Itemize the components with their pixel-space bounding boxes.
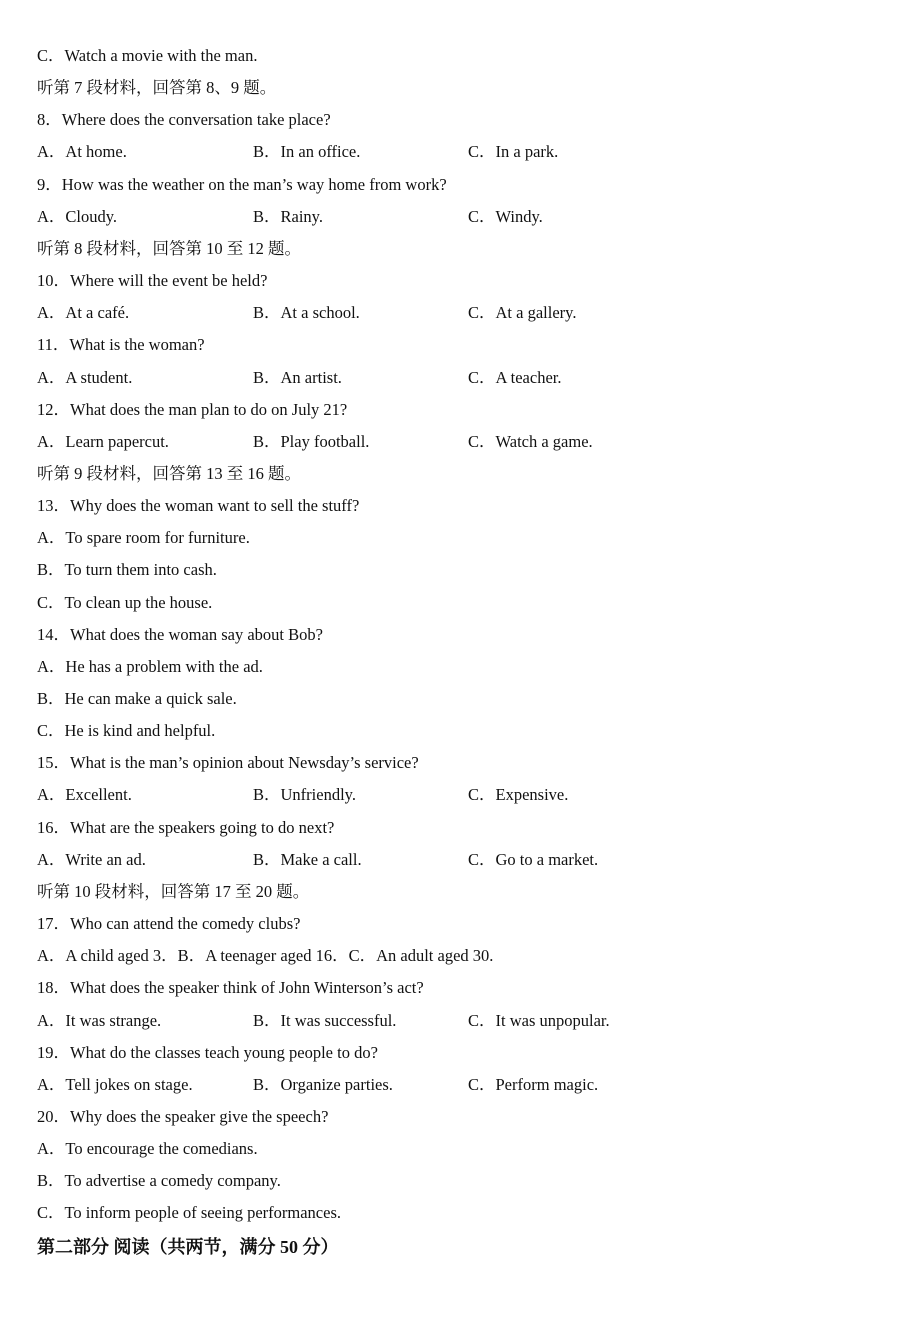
answer-option: A．A child aged 3．B．A teenager aged 16．C．An adult aged 30.: [37, 946, 494, 965]
question: 13．Why does the woman want to sell the stuff?: [37, 496, 360, 515]
answer-option: B．Rainy.: [253, 207, 323, 226]
answer-option: C．It was unpopular.: [468, 1011, 610, 1030]
answer-option: B．At a school.: [253, 303, 360, 322]
answer-option: B．It was successful.: [253, 1011, 397, 1030]
question: 14．What does the woman say about Bob?: [37, 625, 323, 644]
question: 15．What is the man’s opinion about Newsday’s service?: [37, 753, 419, 772]
answer-option: A．To spare room for furniture.: [37, 528, 250, 547]
question: 8．Where does the conversation take place?: [37, 110, 331, 129]
answer-option: C．Expensive.: [468, 785, 569, 804]
answer-option: C．Watch a game.: [468, 432, 593, 451]
answer-option: B．To advertise a comedy company.: [37, 1171, 281, 1190]
answer-option: A．A student.: [37, 368, 133, 387]
answer-option: A．Tell jokes on stage.: [37, 1075, 193, 1094]
answer-option: B．Make a call.: [253, 850, 362, 869]
answer-option: B．Unfriendly.: [253, 785, 356, 804]
question: 11．What is the woman?: [37, 335, 205, 354]
answer-option: C．To clean up the house.: [37, 593, 213, 612]
answer-option: A．He has a problem with the ad.: [37, 657, 263, 676]
question: 18．What does the speaker think of John Winterson’s act?: [37, 978, 424, 997]
section-heading: 第二部分 阅读（共两节，满分 50 分）: [37, 1237, 339, 1257]
answer-option: B．In an office.: [253, 142, 361, 161]
listening-instruction: 听第 10 段材料，回答第 17 至 20 题。: [37, 882, 310, 901]
answer-option: A．Cloudy.: [37, 207, 118, 226]
answer-option: B．An artist.: [253, 368, 342, 387]
answer-option: B．He can make a quick sale.: [37, 689, 237, 708]
answer-option: B．Organize parties.: [253, 1075, 393, 1094]
question: 9．How was the weather on the man’s way home from work?: [37, 175, 447, 194]
answer-option: C．To inform people of seeing performances.: [37, 1203, 342, 1222]
listening-instruction: 听第 8 段材料，回答第 10 至 12 题。: [37, 239, 301, 258]
answer-option: B．Play football.: [253, 432, 370, 451]
answer-option: C．He is kind and helpful.: [37, 721, 216, 740]
answer-option: A．It was strange.: [37, 1011, 162, 1030]
question: 19．What do the classes teach young people to do?: [37, 1043, 378, 1062]
answer-option: C．In a park.: [468, 142, 559, 161]
answer-option: A．Write an ad.: [37, 850, 146, 869]
listening-instruction: 听第 7 段材料，回答第 8、9 题。: [37, 78, 277, 97]
answer-option: A．At home.: [37, 142, 127, 161]
answer-option: C．Perform magic.: [468, 1075, 599, 1094]
answer-option: C．Windy.: [468, 207, 543, 226]
question: 20．Why does the speaker give the speech?: [37, 1107, 329, 1126]
listening-instruction: 听第 9 段材料，回答第 13 至 16 题。: [37, 464, 301, 483]
answer-option: A．Excellent.: [37, 785, 132, 804]
question: 17．Who can attend the comedy clubs?: [37, 914, 301, 933]
question: 10．Where will the event be held?: [37, 271, 268, 290]
answer-option: C．A teacher.: [468, 368, 562, 387]
question: 12．What does the man plan to do on July 21?: [37, 400, 348, 419]
answer-option: C．At a gallery.: [468, 303, 577, 322]
answer-option: C．Watch a movie with the man.: [37, 46, 258, 65]
answer-option: A．At a café.: [37, 303, 130, 322]
answer-option: A．Learn papercut.: [37, 432, 169, 451]
answer-option: C．Go to a market.: [468, 850, 599, 869]
answer-option: A．To encourage the comedians.: [37, 1139, 258, 1158]
question: 16．What are the speakers going to do next?: [37, 818, 335, 837]
answer-option: B．To turn them into cash.: [37, 560, 217, 579]
